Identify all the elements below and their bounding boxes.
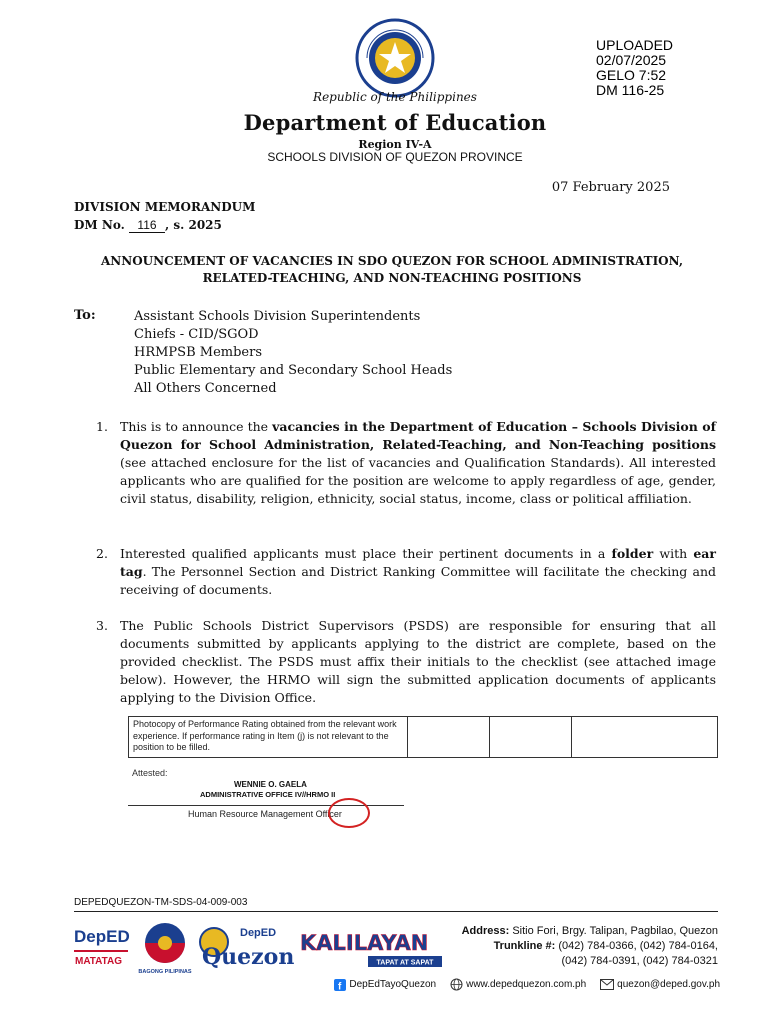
stamp-line: UPLOADED — [596, 37, 674, 53]
kalilayan-text: KALILAYAN — [300, 931, 429, 955]
email-contact[interactable] — [600, 979, 720, 990]
memo-no-value: 116 — [129, 218, 165, 233]
paragraph-number: 3. — [96, 618, 108, 633]
division-name: SCHOOLS DIVISION OF QUEZON PROVINCE — [267, 150, 523, 164]
checklist-cell-text: Photocopy of Performance Rating obtained from the relevant work experience. If performance rating in Item (j) is not relevant to the position to be filled. — [133, 719, 397, 752]
trunkline-label: Trunkline #: — [493, 940, 556, 952]
p2-text-folder: folder — [611, 546, 654, 561]
deped-logo-text: DepED — [74, 927, 130, 946]
attested-label: Attested: — [132, 768, 168, 778]
department-title: Department of Education — [243, 110, 547, 135]
memo-subject — [74, 253, 710, 287]
matatag-text: MATATAG — [75, 956, 123, 967]
email-text: quezon@deped.gov.ph — [617, 979, 720, 990]
quezon-logo-text: Quezon — [202, 944, 294, 970]
p1-text-a: This is to announce the — [120, 419, 273, 434]
to-label: To: — [74, 308, 96, 323]
paragraph-1 — [120, 418, 716, 508]
recipient: HRMPSB Members — [134, 345, 263, 360]
bagong-pilipinas-logo — [136, 920, 194, 976]
office-address — [462, 924, 718, 969]
recipient: Assistant Schools Division Superintendents — [134, 309, 421, 324]
p2-text-e: . The Personnel Section and District Ranking Committee will facilitate the checking and receiving of documents. — [120, 564, 716, 597]
memo-title: DIVISION MEMORANDUM — [74, 200, 256, 214]
trunkline-value: (042) 784-0366, (042) 784-0164, — [558, 940, 718, 952]
p1-text-bold: vacancies in the Department of Education – Schools Division of Quezon for School Administration, Related-Teaching, and Non-Teaching positions — [120, 419, 716, 452]
deped-quezon-logo — [198, 922, 294, 972]
quezon-logo-top: DepED — [240, 927, 277, 939]
trunkline-line-2: (042) 784-0391, (042) 784-0321 — [561, 955, 718, 967]
table-divider — [407, 717, 408, 757]
stamp-line: GELO 7:52 — [596, 67, 667, 83]
facebook-text: DepEdTayoQuezon — [349, 979, 437, 990]
paragraph-number: 2. — [96, 546, 108, 561]
signer-title: ADMINISTRATIVE OFFICE IV//HRMO II — [200, 790, 336, 799]
bagong-pilipinas-text: BAGONG PILIPINAS — [138, 969, 192, 975]
stamp-line: DM 116-25 — [596, 82, 665, 98]
stamp-line: 02/07/2025 — [596, 52, 667, 68]
subject-line: RELATED-TEACHING, AND NON-TEACHING POSITIONS — [202, 271, 582, 285]
memo-no-prefix: DM No. — [74, 218, 125, 232]
address-line — [462, 924, 718, 939]
paragraph-3 — [120, 617, 716, 707]
kalilayan-sub: TAPAT AT SAPAT — [376, 959, 434, 967]
address-label: Address: — [461, 925, 510, 937]
document-code: DEPEDQUEZON-TM-SDS-04-009-003 — [74, 897, 248, 908]
deped-seal — [355, 18, 435, 98]
memo-number — [74, 218, 222, 233]
subject-line: ANNOUNCEMENT OF VACANCIES IN SDO QUEZON FOR SCHOOL ADMINISTRATION, — [100, 254, 684, 268]
recipient: Public Elementary and Secondary School Heads — [134, 363, 453, 378]
signer-role: Human Resource Management Officer — [188, 809, 342, 819]
memo-no-suffix: , s. 2025 — [165, 218, 222, 232]
p2-text-c: with — [653, 546, 694, 561]
facebook-icon — [334, 979, 346, 991]
email-icon — [600, 979, 614, 990]
website-contact[interactable] — [450, 978, 586, 991]
recipient: Chiefs - CID/SGOD — [134, 327, 259, 342]
p1-text-c: (see attached enclosure for the list of vacancies and Qualification Standards). All interested applicants who are qualified for the position are welcome to apply regardless of age, gender, civil status, disability, religion, ethnicity, social status, income, class or political affiliation. — [120, 455, 716, 506]
address-value: Sitio Fori, Brgy. Talipan, Pagbilao, Quezon — [512, 925, 718, 937]
trunkline-line — [462, 939, 718, 954]
globe-icon — [450, 978, 463, 991]
kalilayan-logo — [298, 928, 444, 970]
table-divider — [489, 717, 490, 757]
contact-links — [300, 978, 720, 991]
footer-divider — [74, 911, 718, 912]
republic-label: Republic of the Philippines — [313, 90, 477, 104]
website-text: www.depedquezon.com.ph — [466, 979, 587, 990]
paragraph-number: 1. — [96, 419, 108, 434]
recipient-list — [134, 308, 452, 398]
svg-text:f: f — [338, 981, 342, 991]
paragraph-2 — [120, 545, 716, 599]
deped-matatag-logo — [72, 920, 130, 972]
signer-name: WENNIE O. GAELA — [234, 780, 307, 789]
p2-text-eartag: ear tag — [120, 546, 716, 579]
highlight-circle — [328, 798, 370, 828]
upload-stamp — [596, 38, 673, 98]
region-label: Region IV-A — [358, 138, 432, 151]
recipient: All Others Concerned — [134, 381, 277, 396]
memo-date: 07 February 2025 — [551, 180, 670, 195]
checklist-table — [128, 716, 718, 758]
checklist-image — [128, 716, 718, 836]
facebook-contact[interactable] — [334, 979, 436, 991]
table-divider — [571, 717, 572, 757]
p2-text-a: Interested qualified applicants must place their pertinent documents in a — [120, 546, 612, 561]
p3-text: The Public Schools District Supervisors (PSDS) are responsible for ensuring that all documents submitted by applicants applying to the district are complete, based on the provided checklist. The PSDS must affix their initials to the checklist (see attached image below). However, the HRMO will sign the submitted application documents of applicants applying to the Division Office. — [120, 618, 716, 705]
